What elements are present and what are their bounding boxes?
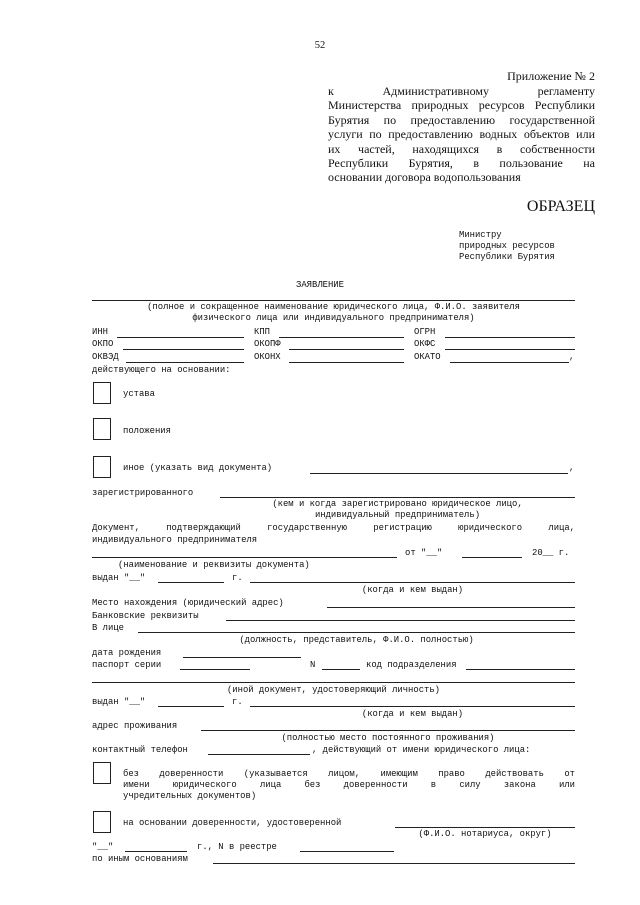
birth-label: дата рождения — [92, 648, 162, 658]
appendix-line: их частей, находящихся в собственности — [328, 141, 595, 156]
appendix-line: к Административному регламенту — [328, 84, 595, 98]
okpo-field[interactable] — [123, 349, 244, 350]
applicant-name-line[interactable] — [92, 300, 575, 301]
issued-date-field[interactable] — [158, 582, 224, 583]
notary-caption: (Ф.И.О. нотариуса, округ) — [418, 829, 552, 839]
appendix-line: основании договора водопользования — [328, 170, 521, 185]
other-grounds-field[interactable] — [213, 863, 575, 864]
code-okopf-label: ОКОПФ — [254, 339, 281, 349]
appendix-line: Министерства природных ресурсов Республики — [328, 98, 595, 113]
phone-field[interactable] — [208, 754, 310, 755]
appendix-line: услуги по предоставлению водных объектов или — [328, 127, 595, 142]
other-document-checkbox[interactable] — [93, 456, 111, 478]
person-caption: (должность, представитель, Ф.И.О. полностью) — [239, 635, 474, 645]
residence-label: адрес проживания — [92, 721, 178, 731]
appendix-line: Бурятия по предоставлению государственной — [328, 112, 595, 127]
ogrn-field[interactable] — [445, 337, 575, 338]
code-okpo-label: ОКПО — [92, 339, 114, 349]
proxy-label: на основании доверенности, удостоверенной — [123, 818, 342, 828]
okfs-field[interactable] — [445, 349, 575, 350]
acting-basis-label: действующего на основании: — [92, 365, 231, 375]
department-code-label: код подразделения — [366, 660, 457, 670]
kpp-field[interactable] — [279, 337, 404, 338]
page-number: 52 — [314, 40, 326, 51]
addressee-line: Министру — [459, 230, 502, 240]
addressee-line: природных ресурсов — [459, 241, 555, 251]
other-document-label: иное (указать вид документа) — [123, 463, 273, 473]
okonh-field[interactable] — [289, 362, 404, 363]
other-id-field[interactable] — [92, 682, 575, 683]
residence-caption: (полностью место постоянного проживания) — [281, 733, 495, 743]
code-okato-label: ОКАТО — [414, 352, 441, 362]
comma: , — [569, 463, 575, 473]
issued-by-field[interactable] — [250, 582, 575, 583]
okato-field[interactable] — [450, 362, 569, 363]
okved-field[interactable] — [126, 362, 244, 363]
issued-g: г. — [232, 573, 243, 583]
regulation-checkbox[interactable] — [93, 418, 111, 440]
notary-field[interactable] — [395, 827, 575, 828]
sample-heading: ОБРАЗЕЦ — [526, 198, 595, 215]
issued2-by-field[interactable] — [250, 706, 575, 707]
proxy-date-field[interactable] — [125, 851, 187, 852]
residence-field[interactable] — [201, 730, 575, 731]
reg-document-date-field[interactable] — [462, 557, 522, 558]
code-okved-label: ОКВЭД — [92, 352, 119, 362]
passport-series-field[interactable] — [180, 669, 250, 670]
no-proxy-checkbox[interactable] — [93, 762, 111, 784]
charter-label: устава — [123, 389, 155, 399]
person-field[interactable] — [138, 632, 575, 633]
birth-date-field[interactable] — [183, 657, 301, 658]
code-kpp-label: КПП — [254, 327, 270, 337]
reg-document-text-2: индивидуального предпринимателя — [92, 535, 258, 545]
proxy-date-label: "__" — [92, 842, 114, 852]
comma: , — [569, 352, 575, 362]
issued2-caption: (когда и кем выдан) — [361, 709, 464, 719]
appendix-line: Республики Бурятия, в пользование на — [328, 156, 595, 171]
phone-label: контактный телефон — [92, 745, 188, 755]
acting-on-behalf: , действующий от имени юридического лица: — [312, 745, 531, 755]
issued2-date-field[interactable] — [158, 706, 224, 707]
inn-field[interactable] — [117, 337, 244, 338]
location-label: Место нахождения (юридический адрес) — [92, 598, 284, 608]
issued-label: выдан "__" — [92, 573, 146, 583]
appendix-title: Приложение № 2 — [507, 69, 595, 83]
appendix-description — [328, 84, 595, 185]
code-ogrn-label: ОГРН — [414, 327, 436, 337]
passport-number-label: N — [310, 660, 316, 670]
okopf-field[interactable] — [289, 349, 404, 350]
registered-field[interactable] — [220, 497, 575, 498]
document-title: ЗАЯВЛЕНИЕ — [296, 280, 344, 290]
no-proxy-text: без доверенности (указывается лицом, имеющим право действовать от имени юридического лица без доверенности в силу закона или учредительных документов) — [123, 769, 575, 801]
other-id-caption: (иной документ, удостоверяющий личность) — [226, 685, 441, 695]
code-okfs-label: ОКФС — [414, 339, 436, 349]
regulation-label: положения — [123, 426, 171, 436]
addressee — [459, 230, 555, 263]
other-document-field[interactable] — [310, 473, 568, 474]
reg-document-field[interactable] — [92, 557, 397, 558]
registered-caption: (кем и когда зарегистрировано юридическое лицо, индивидуальный предприниматель) — [272, 499, 523, 520]
applicant-caption: (полное и сокращенное наименование юридического лица, Ф.И.О. заявителя физического лица или индивидуального предпринимателя) — [147, 302, 520, 323]
issued-caption: (когда и кем выдан) — [361, 585, 464, 595]
department-code-field[interactable] — [466, 669, 575, 670]
code-okonh-label: ОКОНХ — [254, 352, 281, 362]
charter-checkbox[interactable] — [93, 382, 111, 404]
reg-document-year: 20__ г. — [532, 548, 570, 558]
issued2-g: г. — [232, 697, 243, 707]
passport-label: паспорт серии — [92, 660, 162, 670]
code-inn-label: ИНН — [92, 327, 108, 337]
person-label: В лице — [92, 623, 124, 633]
registry-number-field[interactable] — [300, 851, 394, 852]
registered-label: зарегистрированного — [92, 488, 194, 498]
reg-document-from: от "__" — [405, 548, 443, 558]
issued2-label: выдан "__" — [92, 697, 146, 707]
registry-label: г., N в реестре — [197, 842, 277, 852]
proxy-checkbox[interactable] — [93, 811, 111, 833]
other-grounds-label: по иным основаниям — [92, 854, 188, 864]
bank-field[interactable] — [226, 620, 575, 621]
reg-document-text: Документ, подтверждающий государственную регистрацию юридического лица, — [92, 523, 575, 533]
bank-label: Банковские реквизиты — [92, 611, 199, 621]
reg-document-caption: (наименование и реквизиты документа) — [118, 560, 310, 570]
passport-number-field[interactable] — [322, 669, 360, 670]
location-field[interactable] — [327, 607, 575, 608]
addressee-line: Республики Бурятия — [459, 252, 555, 262]
